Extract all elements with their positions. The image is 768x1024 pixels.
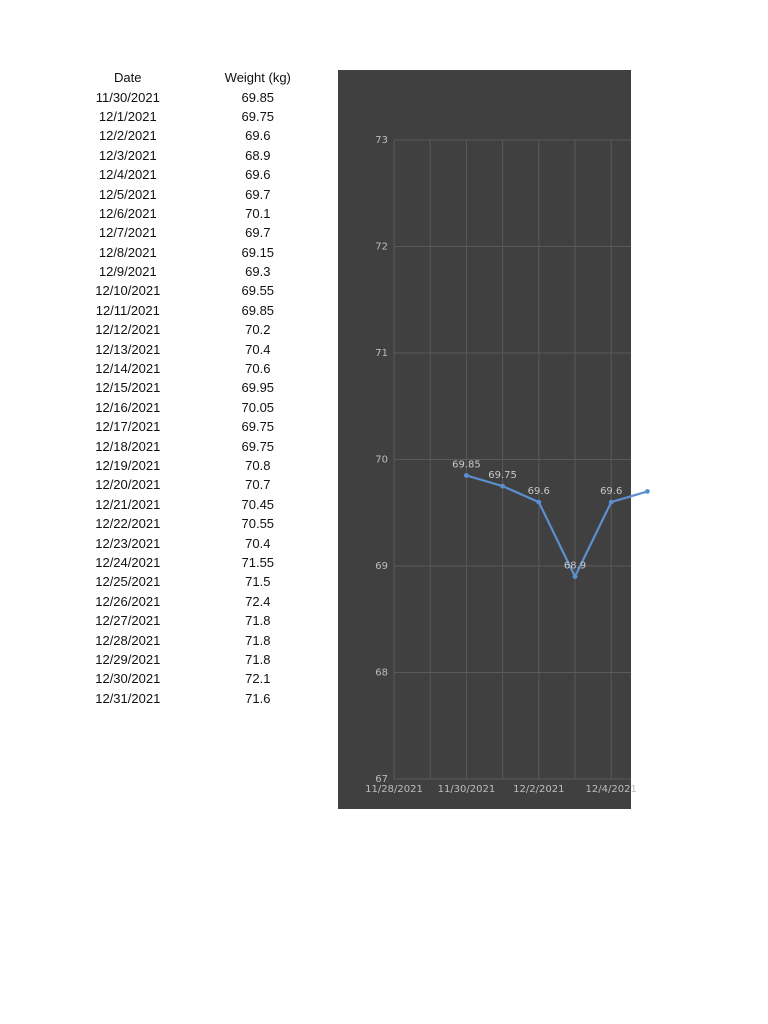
data-point: [500, 484, 505, 489]
cell-weight: 69.75: [241, 438, 275, 454]
cell-date: 12/25/2021: [95, 574, 161, 590]
cell-date: 12/1/2021: [98, 108, 157, 124]
table-row: [70, 339, 330, 358]
table-row: [70, 533, 330, 552]
cell-date: 12/30/2021: [95, 671, 161, 687]
y-tick-label: 71: [375, 348, 388, 359]
table-row: [70, 495, 330, 514]
cell-weight: 70.1: [245, 205, 271, 221]
cell-date: 12/9/2021: [98, 264, 157, 280]
cell-weight: 71.55: [241, 554, 275, 570]
table-row: [70, 320, 330, 339]
cell-date: 12/4/2021: [98, 167, 157, 183]
data-point: [609, 500, 614, 505]
cell-weight: 69.75: [241, 108, 275, 124]
table-row: [70, 165, 330, 184]
table-row: [70, 436, 330, 455]
cell-date: 12/29/2021: [95, 651, 161, 667]
cell-date: 12/24/2021: [95, 554, 161, 570]
cell-weight: 69.15: [241, 244, 275, 260]
table-row: [70, 650, 330, 669]
cell-weight: 69.55: [241, 283, 275, 299]
table-row: [70, 611, 330, 630]
cell-weight: 70.6: [245, 361, 271, 377]
cell-weight: 71.8: [245, 613, 271, 629]
y-tick-label: 69: [375, 561, 388, 572]
cell-weight: 69.6: [245, 128, 271, 144]
cell-weight: 70.45: [241, 496, 275, 512]
data-point: [573, 574, 578, 579]
cell-weight: 69.85: [241, 302, 275, 318]
data-label: 69.75: [488, 470, 517, 482]
data-label: 69.6: [600, 486, 623, 498]
table-row: [70, 475, 330, 494]
cell-date: 12/17/2021: [95, 419, 161, 435]
x-tick-label: 12/4/2021: [585, 784, 637, 795]
table-row: [70, 398, 330, 417]
data-label: 69.85: [452, 459, 481, 471]
cell-weight: 69.6: [245, 167, 271, 183]
table-row: [70, 243, 330, 262]
table-row: [70, 630, 330, 649]
cell-date: 12/16/2021: [95, 399, 161, 415]
cell-date: 12/21/2021: [95, 496, 161, 512]
cell-weight: 69.7: [245, 225, 271, 241]
table-row: [70, 417, 330, 436]
cell-weight: 72.4: [245, 593, 271, 609]
header-date: Date: [114, 70, 142, 86]
cell-date: 12/12/2021: [95, 322, 161, 338]
cell-date: 12/3/2021: [98, 147, 157, 163]
cell-weight: 70.2: [245, 322, 271, 338]
cell-weight: 70.55: [241, 516, 275, 532]
cell-weight: 69.95: [241, 380, 275, 396]
cell-date: 12/19/2021: [95, 458, 161, 473]
cell-date: 12/15/2021: [95, 380, 161, 396]
table-row: [70, 301, 330, 320]
cell-date: 12/22/2021: [95, 516, 161, 532]
cell-date: 12/10/2021: [95, 283, 161, 299]
cell-date: 12/11/2021: [95, 302, 160, 318]
table-row: [70, 126, 330, 145]
weight-table: [70, 68, 330, 708]
cell-weight: 69.75: [241, 419, 275, 435]
x-tick-label: 11/28/2021: [365, 784, 423, 795]
header-weight: Weight (kg): [224, 70, 291, 86]
table-row: [70, 669, 330, 688]
table-row: [70, 378, 330, 397]
cell-date: 11/30/2021: [95, 89, 160, 105]
table-row: [70, 592, 330, 611]
cell-date: 12/7/2021: [98, 225, 157, 241]
cell-weight: 68.9: [245, 147, 271, 163]
cell-date: 12/28/2021: [95, 632, 161, 648]
cell-weight: 70.4: [245, 341, 271, 357]
table-row: [70, 514, 330, 533]
cell-weight: 71.6: [245, 690, 271, 706]
y-tick-label: 68: [375, 667, 388, 679]
chart-svg: [338, 70, 637, 809]
cell-date: 12/14/2021: [95, 361, 161, 377]
table-row: [70, 359, 330, 378]
x-tick-label: 11/30/2021: [437, 784, 496, 795]
cell-weight: 70.8: [245, 458, 271, 473]
data-point: [645, 489, 650, 494]
cell-date: 12/13/2021: [95, 341, 161, 357]
x-tick-label: 12/2/2021: [513, 784, 565, 795]
table-row: [70, 456, 330, 475]
y-tick-label: 67: [375, 774, 388, 785]
cell-weight: 70.05: [241, 399, 275, 415]
y-tick-label: 72: [375, 241, 388, 253]
cell-date: 12/2/2021: [98, 128, 157, 144]
cell-date: 12/23/2021: [95, 535, 161, 551]
cell-date: 12/6/2021: [98, 205, 157, 221]
cell-date: 12/20/2021: [95, 477, 161, 493]
weight-chart: [338, 70, 637, 809]
cell-weight: 71.5: [245, 574, 271, 590]
cell-weight: 71.8: [245, 651, 271, 667]
cell-weight: 71.8: [245, 632, 271, 648]
cell-date: 12/18/2021: [95, 438, 161, 454]
table-row: [70, 281, 330, 300]
cell-weight: 69.85: [241, 89, 275, 105]
table-row: [70, 262, 330, 281]
table-body: [70, 87, 330, 708]
cell-date: 12/8/2021: [98, 244, 157, 260]
data-label: 69.6: [527, 486, 550, 498]
table-row: [70, 204, 330, 223]
cell-weight: 70.4: [245, 535, 271, 551]
table-row: [70, 572, 330, 591]
cell-weight: 69.7: [245, 186, 271, 202]
table-row: [70, 223, 330, 242]
table-row: [70, 87, 330, 106]
cell-weight: 70.7: [245, 477, 271, 493]
table-row: [70, 184, 330, 203]
cell-weight: 72.1: [245, 671, 271, 687]
cell-weight: 69.3: [245, 264, 271, 280]
data-point: [464, 473, 469, 478]
cell-date: 12/31/2021: [95, 690, 161, 706]
table-row: [70, 146, 330, 165]
data-point: [536, 500, 541, 505]
table-header: [70, 68, 330, 87]
y-tick-label: 73: [375, 135, 388, 146]
cell-date: 12/5/2021: [98, 186, 157, 202]
table-row: [70, 553, 330, 572]
y-tick-label: 70: [375, 454, 388, 466]
table-row: [70, 689, 330, 708]
table-row: [70, 107, 330, 126]
data-label: 68.9: [563, 560, 587, 572]
cell-date: 12/27/2021: [95, 613, 161, 629]
cell-date: 12/26/2021: [95, 593, 161, 609]
